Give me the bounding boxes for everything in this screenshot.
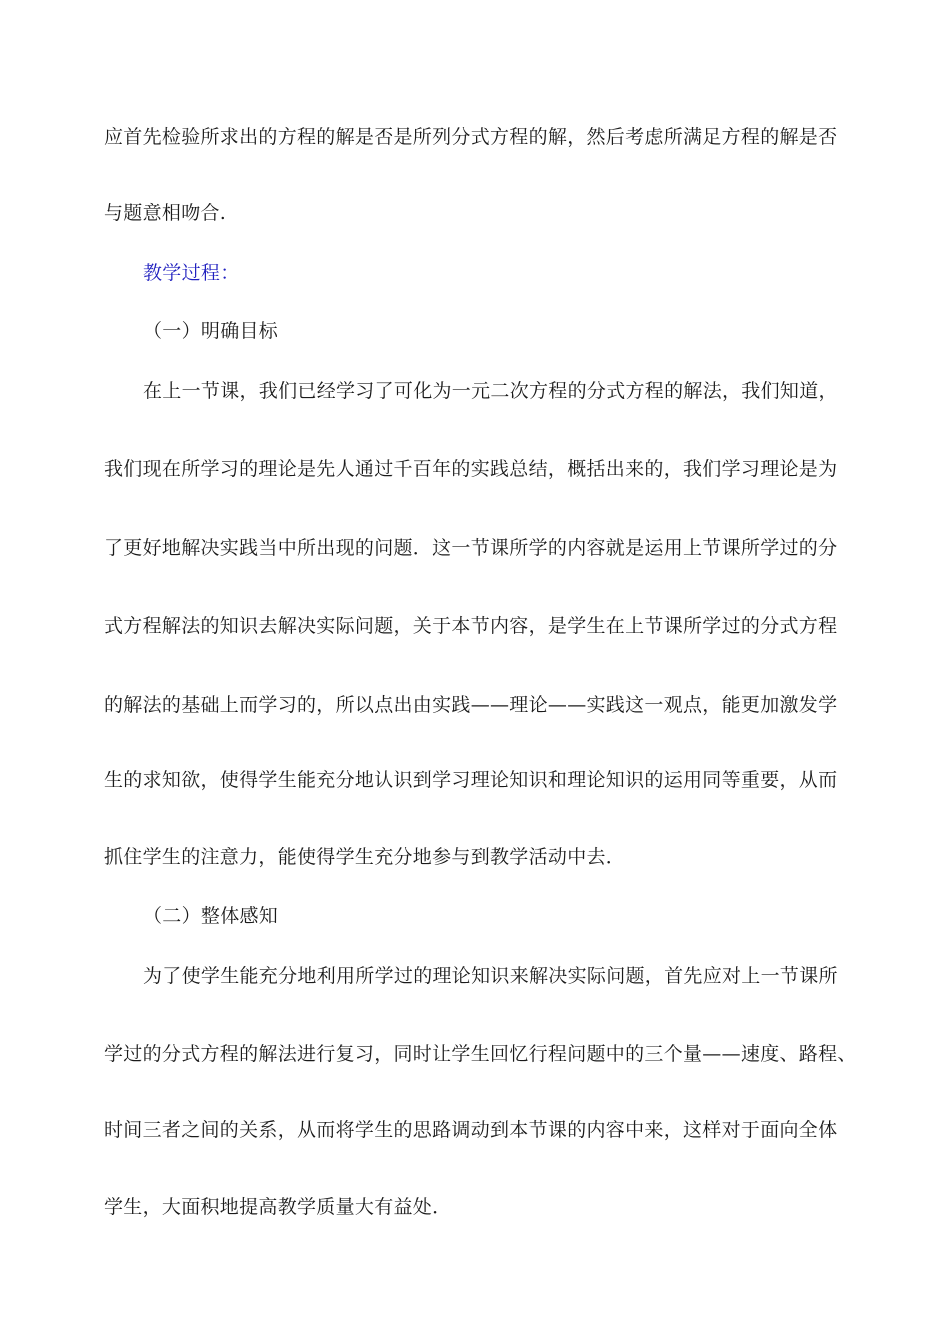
- subsection-heading-overview: （二）整体感知: [143, 905, 279, 927]
- paragraph-line: 学过的分式方程的解法进行复习，同时让学生回忆行程问题中的三个量——速度、路程、: [104, 1043, 857, 1065]
- paragraph-line: 应首先检验所求出的方程的解是否是所列分式方程的解，然后考虑所满足方程的解是否: [104, 126, 838, 148]
- paragraph-line: 式方程解法的知识去解决实际问题，关于本节内容，是学生在上节课所学过的分式方程: [104, 615, 838, 637]
- paragraph-line: 与题意相吻合.: [104, 202, 227, 224]
- paragraph-line: 时间三者之间的关系，从而将学生的思路调动到本节课的内容中来，这样对于面向全体: [104, 1119, 838, 1141]
- paragraph-line: 生的求知欲，使得学生能充分地认识到学习理论知识和理论知识的运用同等重要，从而: [104, 769, 838, 791]
- section-heading-teaching-process: 教学过程：: [143, 262, 240, 284]
- paragraph-line: 抓住学生的注意力，能使得学生充分地参与到教学活动中去．: [104, 846, 626, 868]
- paragraph-line: 我们现在所学习的理论是先人通过千百年的实践总结，概括出来的，我们学习理论是为: [104, 458, 838, 480]
- paragraph-line: 了更好地解决实践当中所出现的问题．这一节课所学的内容就是运用上节课所学过的分: [104, 537, 838, 559]
- paragraph-line: 学生，大面积地提高教学质量大有益处．: [104, 1196, 452, 1218]
- paragraph-line: 在上一节课，我们已经学习了可化为一元二次方程的分式方程的解法，我们知道，: [143, 380, 838, 402]
- paragraph-line: 为了使学生能充分地利用所学过的理论知识来解决实际问题，首先应对上一节课所: [143, 965, 838, 987]
- paragraph-line: 的解法的基础上而学习的，所以点出由实践——理论——实践这一观点，能更加激发学: [104, 694, 838, 716]
- subsection-heading-goal: （一）明确目标: [143, 320, 279, 342]
